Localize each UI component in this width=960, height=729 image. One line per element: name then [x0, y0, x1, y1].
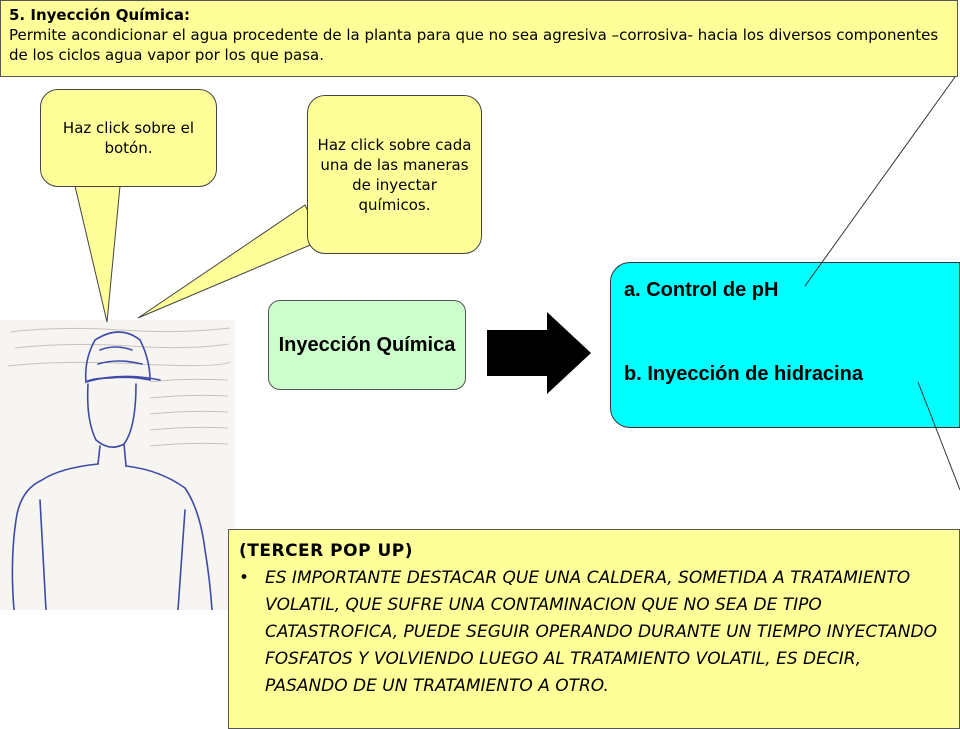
section-description: Permite acondicionar el agua procedente de la planta para que no sea agresiva –corrosiva- hacia los diversos componentes de los ciclos agua vapor por los que pasa. [9, 26, 939, 64]
bullet-dot: • [239, 568, 250, 588]
popup-bullet-text: ES IMPORTANTE DESTACAR QUE UNA CALDERA, SOMETIDA A TRATAMIENTO VOLATIL, QUE SUFRE UNA CONTAMINACION QUE NO SEA DE TIPO CATASTROFICA, PUEDE SEGUIR OPERANDO DURANTE UN TIEMPO INYECTANDO FOSFATOS Y VOLVIENDO LUEGO AL TRATAMIENTO VOLATIL, ES DECIR, PASANDO DE UN TRATAMIENTO A OTRO. [265, 568, 937, 696]
hint-bubble-button [40, 89, 217, 187]
hint-bubble-options [307, 95, 482, 254]
third-popup [228, 529, 960, 729]
option-inyeccion-hidracina[interactable]: b. Inyección de hidracina [624, 363, 863, 385]
popup-bullet-item [239, 565, 949, 700]
popup-title: (TERCER POP UP) [239, 541, 413, 561]
inyeccion-quimica-label: Inyección Química [278, 333, 456, 356]
hint-text-button: Haz click sobre el botón. [62, 119, 195, 157]
section-title: 5. Inyección Química: [9, 6, 191, 24]
hint-text-options: Haz click sobre cada una de las maneras de inyectar químicos. [317, 135, 472, 214]
option-control-ph[interactable]: a. Control de pH [624, 279, 779, 301]
